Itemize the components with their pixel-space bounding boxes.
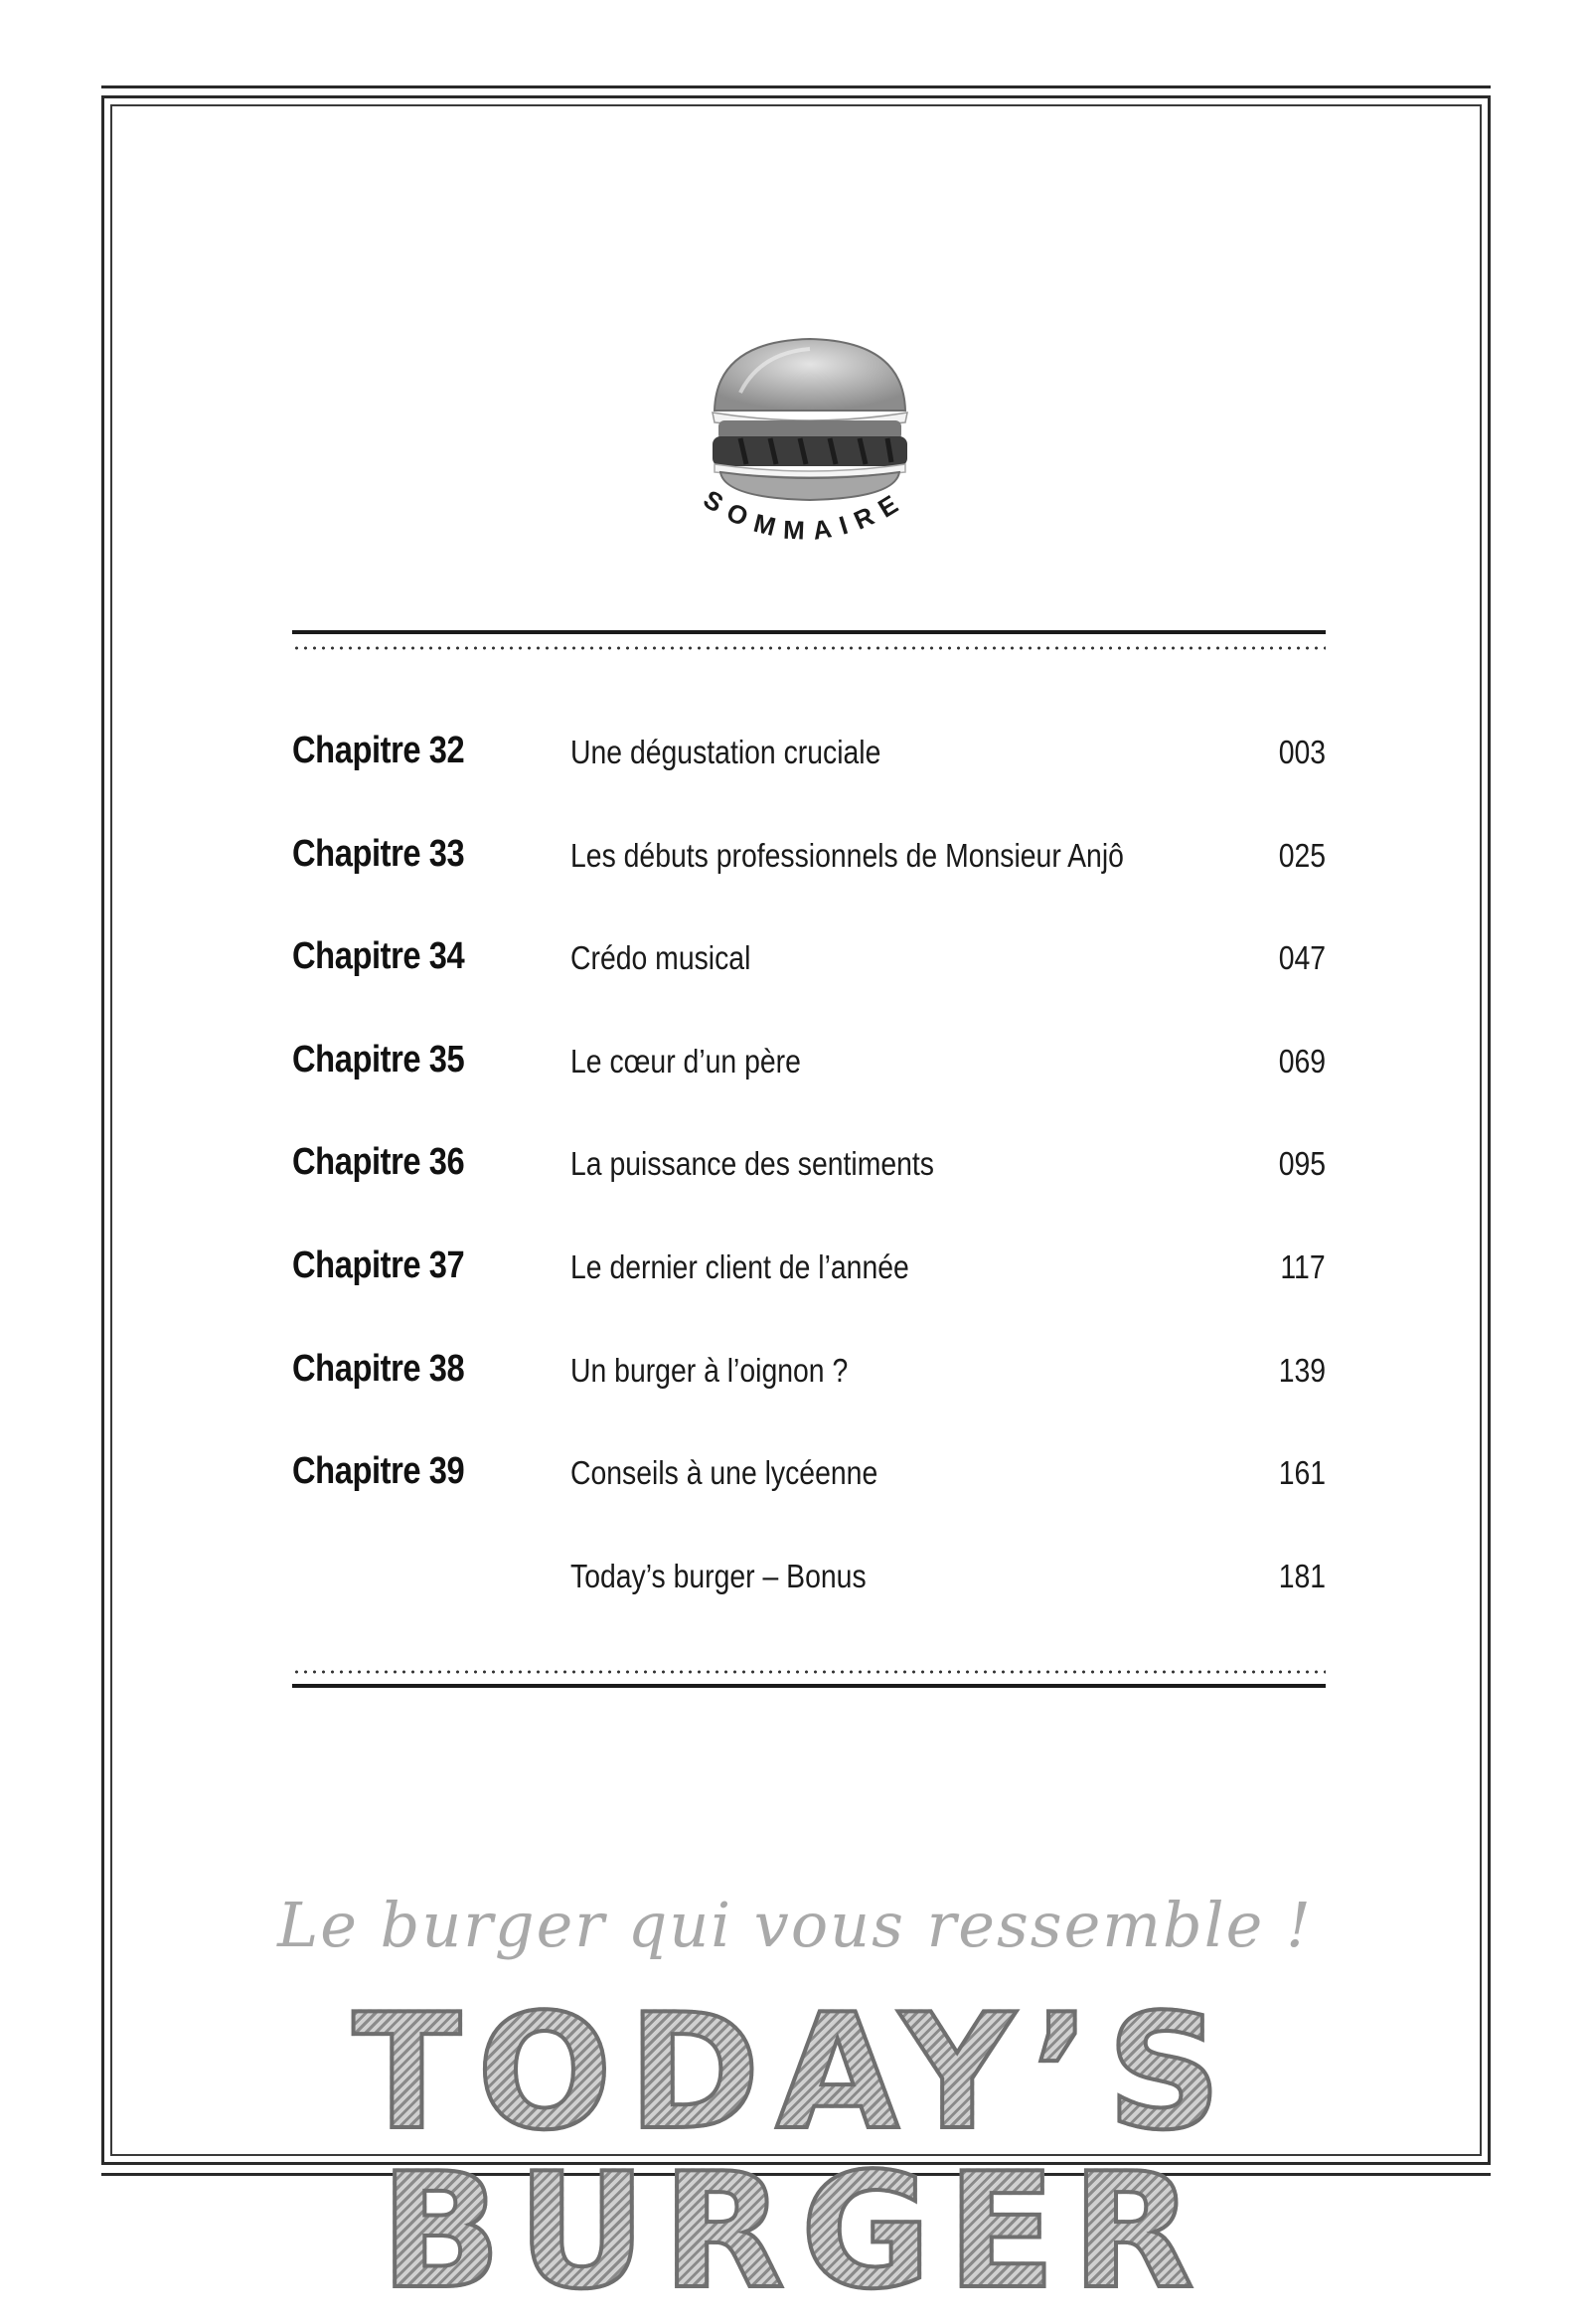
toc-bottom-dotted-rule xyxy=(292,1670,1326,1674)
toc-page-number: 117 xyxy=(1280,1247,1326,1285)
toc-title: Today’s burger – Bonus xyxy=(570,1557,867,1594)
toc-title: Une dégustation cruciale xyxy=(570,734,881,770)
table-of-contents xyxy=(292,716,1326,1642)
toc-chapter: Chapitre 33 xyxy=(292,832,465,875)
toc-page-number: 025 xyxy=(1278,836,1326,874)
toc-row[interactable] xyxy=(292,716,1326,819)
toc-title: Les débuts professionnels de Monsieur Anjô xyxy=(570,836,1124,874)
toc-chapter: Chapitre 36 xyxy=(292,1141,465,1184)
toc-bottom-rule xyxy=(292,1684,1326,1688)
toc-row[interactable] xyxy=(292,921,1326,1025)
toc-chapter: Chapitre 34 xyxy=(292,935,465,978)
toc-page-number: 047 xyxy=(1278,939,1326,977)
toc-page-number: 181 xyxy=(1278,1557,1326,1594)
toc-row[interactable] xyxy=(292,1334,1326,1437)
toc-top-dotted-rule xyxy=(292,646,1326,650)
toc-chapter: Chapitre 32 xyxy=(292,730,465,771)
toc-title: Le cœur d’un père xyxy=(570,1042,801,1079)
sommaire-heading xyxy=(656,467,954,596)
toc-row[interactable] xyxy=(292,1436,1326,1540)
toc-chapter: Chapitre 38 xyxy=(292,1347,465,1390)
toc-title: Le dernier client de l’année xyxy=(570,1247,909,1285)
toc-page-number: 095 xyxy=(1278,1145,1326,1183)
brand-logo: TODAY’S BURGER xyxy=(0,1993,1590,2311)
toc-top-rule xyxy=(292,630,1326,634)
toc-chapter: Chapitre 39 xyxy=(292,1450,465,1493)
toc-row[interactable] xyxy=(292,1540,1326,1643)
toc-title: Crédo musical xyxy=(570,939,751,977)
sommaire-label: SOMMAIRE xyxy=(698,483,912,547)
toc-page-number: 069 xyxy=(1278,1042,1326,1079)
toc-row[interactable] xyxy=(292,819,1326,922)
tagline: Le burger qui vous ressemble ! xyxy=(277,1889,1313,1961)
toc-page-number: 161 xyxy=(1278,1454,1326,1492)
toc-chapter: Chapitre 35 xyxy=(292,1038,465,1080)
toc-title: Conseils à une lycéenne xyxy=(570,1454,878,1492)
top-rule xyxy=(101,85,1491,88)
toc-row[interactable] xyxy=(292,1025,1326,1128)
svg-text:SOMMAIRE xyxy=(699,484,911,546)
toc-title: Un burger à l’oignon ? xyxy=(570,1351,849,1389)
toc-page-number: 003 xyxy=(1278,734,1326,770)
toc-page-number: 139 xyxy=(1278,1351,1326,1389)
toc-title: La puissance des sentiments xyxy=(570,1145,935,1183)
toc-row[interactable] xyxy=(292,1127,1326,1231)
toc-chapter: Chapitre 37 xyxy=(292,1244,465,1286)
toc-row[interactable] xyxy=(292,1231,1326,1334)
